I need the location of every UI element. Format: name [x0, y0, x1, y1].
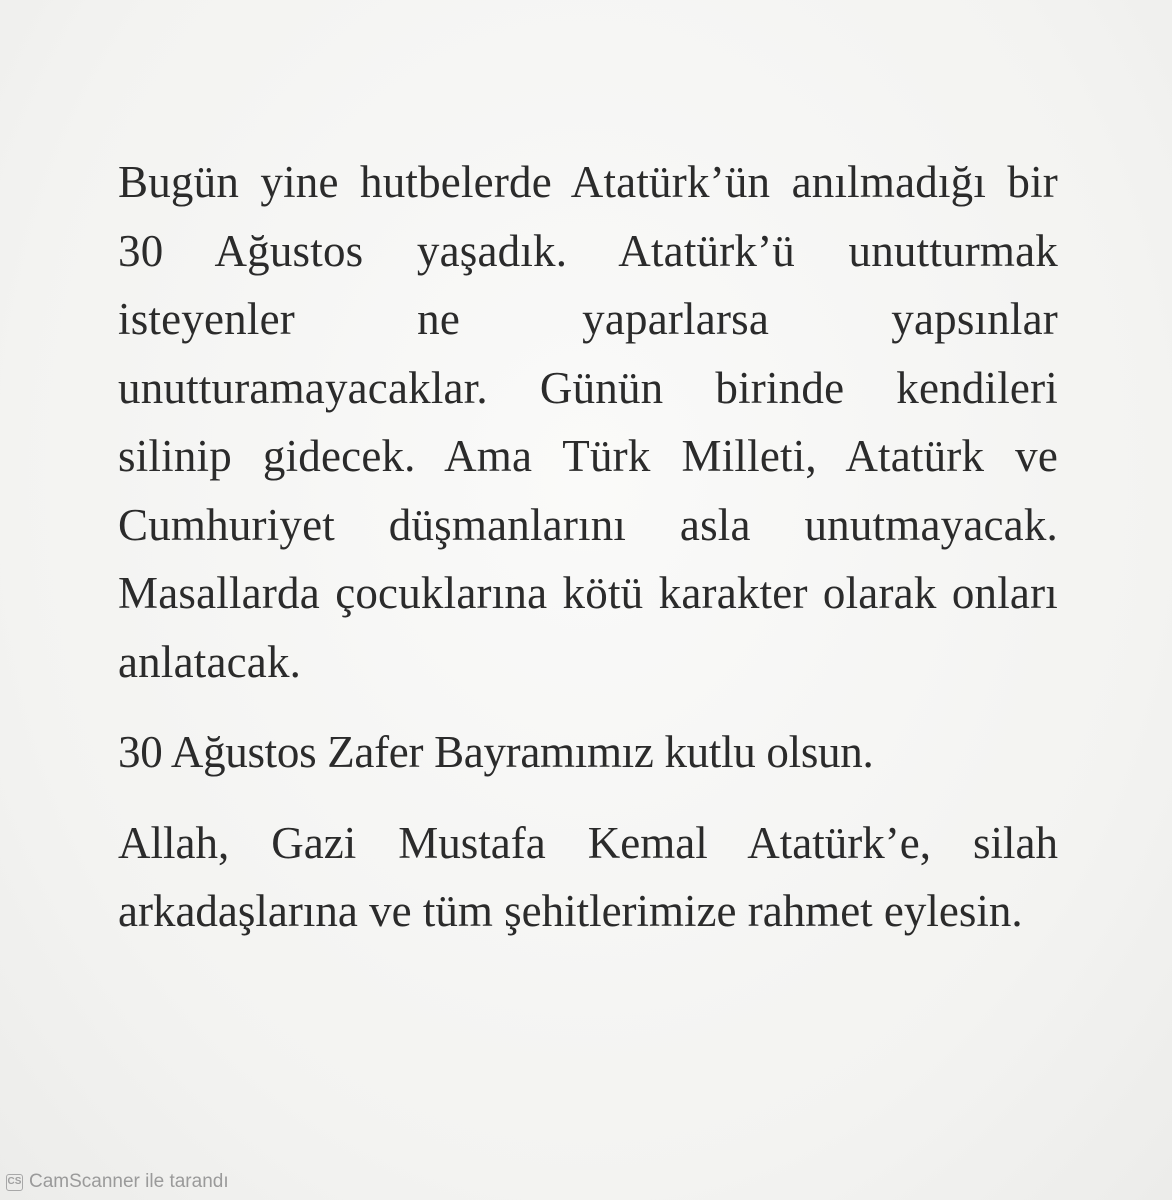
- paragraph-prayer: Allah, Gazi Mustafa Kemal Atatürk’e, silah arkadaşlarına ve tüm şehitlerimize rahmet eylesin.: [118, 817, 1058, 936]
- camscanner-logo-icon: CS: [6, 1174, 23, 1191]
- paragraph-celebration: 30 Ağustos Zafer Bayramımız kutlu olsun.: [118, 727, 874, 777]
- camscanner-watermark: [6, 1170, 229, 1194]
- watermark-text: CamScanner ile tarandı: [29, 1171, 229, 1192]
- document-body: [118, 148, 1058, 946]
- paragraph-main: Bugün yine hutbelerde Atatürk’ün anılmadığı bir 30 Ağustos yaşadık. Atatürk’ü unutturmak isteyenler ne yaparlarsa yapsınlar unutturamayacaklar. Günün birinde kendileri silinip gidecek. Ama Türk Milleti, Atatürk ve Cumhuriyet düşmanlarını asla unutmayacak. Masallarda çocuklarına kötü karakter olarak onları anlatacak.: [118, 157, 1058, 687]
